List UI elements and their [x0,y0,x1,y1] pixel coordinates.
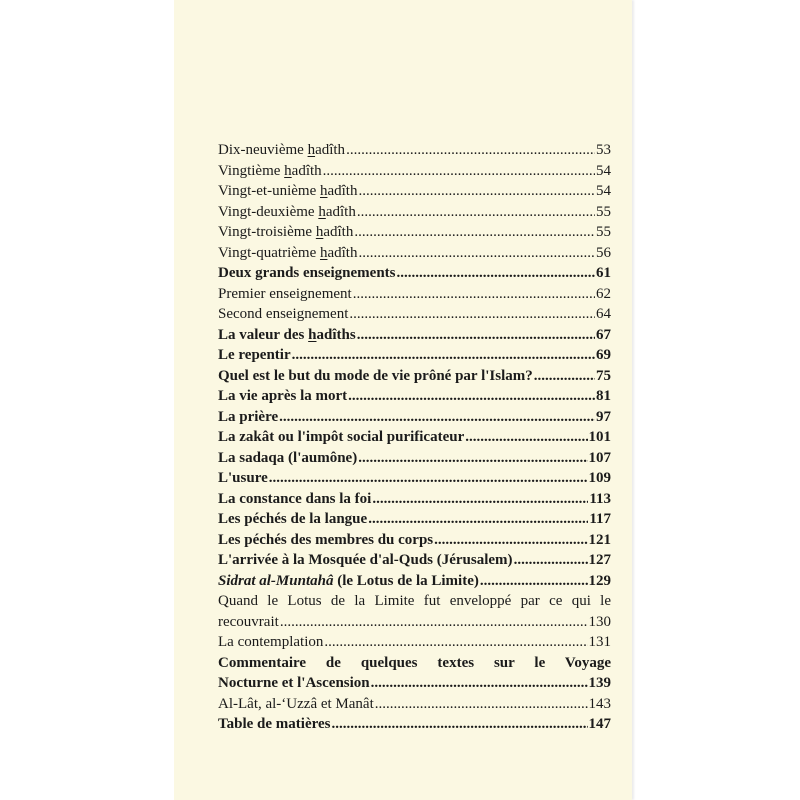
toc-entry-title-text: Dix-neuvième [218,142,308,158]
leader-dots [372,489,588,510]
toc-entry-title: Deux grands enseignements [218,265,396,281]
toc-entry-title-rest: adîth [291,162,322,179]
toc-page-number: 139 [588,675,611,691]
toc-page-number: 113 [589,490,611,507]
book-page [174,0,632,800]
toc-entry [218,509,611,530]
toc-entry-title-text: Vingt-deuxième [218,203,319,220]
leader-dots [348,386,595,407]
toc-entry-title-line2: recouvrait [218,613,279,630]
toc-page-number: 75 [596,367,611,384]
toc-entry [218,386,611,407]
toc-entry-title: La constance dans la foi [218,490,372,507]
toc-entry [218,427,611,448]
toc-page-number: 117 [589,511,611,527]
toc-entry [218,468,611,489]
toc-entry-title-text: Vingt-et-unième [218,183,320,199]
toc-page-number: 131 [588,634,611,650]
toc-entry-title-h: h [307,142,316,158]
toc-entry-title: La sadaqa (l'aumône) [218,449,358,466]
leader-dots [368,509,588,530]
toc-page-number: 61 [596,265,611,281]
toc-page-number: 127 [588,552,611,568]
toc-entry-title: Premier enseignement [218,285,352,302]
toc-page-number: 67 [596,326,611,343]
toc-entry-line2 [218,612,611,633]
toc-entry-title-line2: Nocturne et l'Ascension [218,675,370,691]
toc-page-number: 69 [596,347,611,363]
toc-entry-title-rest: adîth [323,224,354,240]
leader-dots [353,284,595,305]
toc-entry-title-h: h [319,244,328,261]
toc-page-number: 56 [596,244,611,261]
toc-entry-line2 [218,673,611,694]
toc-entry-title: Table de matières [218,716,331,732]
toc-entry [218,571,611,592]
toc-entry [218,181,611,202]
toc-page-number: 109 [588,470,611,486]
toc-entry [218,263,611,284]
leader-dots [279,407,595,428]
toc-entry [218,407,611,428]
leader-dots [280,612,588,633]
toc-entry [218,550,611,571]
toc-entry [218,304,611,325]
toc-entry-title: Le repentir [218,347,291,363]
toc-entry-title-italic: Sidrat al-Muntahâ [218,572,334,589]
toc-entry-title: La zakât ou l'impôt social purificateur [218,429,465,445]
toc-entry [218,694,611,715]
toc-page-number: 130 [588,613,611,630]
toc-entry-title [218,202,356,223]
toc-entry [218,632,611,653]
toc-entry-title [218,140,345,161]
toc-entry-title: La contemplation [218,634,324,650]
leader-dots [480,571,588,592]
toc-page-number: 54 [596,162,611,179]
leader-dots [465,427,587,448]
toc-entry [218,325,611,346]
toc-entry [218,448,611,469]
leader-dots [434,530,587,551]
toc-entry [218,489,611,510]
toc-entry [218,243,611,264]
leader-dots [357,202,595,223]
toc-entry-title-h: h [284,162,292,179]
toc-page-number: 62 [596,285,611,302]
toc-entry [218,284,611,305]
leader-dots [358,181,595,202]
toc-page-number: 55 [596,203,611,220]
toc-entry-title [218,571,479,592]
toc-entry-title-line1: Commentaire de quelques textes sur le Voyage [218,654,611,671]
toc-entry [218,530,611,551]
toc-page-number: 97 [596,408,611,425]
toc-entry-title: L'usure [218,470,268,486]
toc-entry-title-line1: Quand le Lotus de la Limite fut enveloppé par ce qui le [218,593,611,609]
toc-entry-title: L'arrivée à la Mosquée d'al-Quds (Jérusalem) [218,552,513,568]
leader-dots [534,366,595,387]
toc-entry-title-text: La valeur des [218,326,309,343]
leader-dots [514,550,588,571]
toc-entry-title [218,325,356,346]
leader-dots [371,673,588,694]
toc-entry-title: Les péchés des membres du corps [218,531,434,548]
toc-entry-title-rest: adîths [316,326,356,343]
toc-entry-title [218,181,357,202]
toc-entry-title-h: h [315,224,324,240]
toc-entry-title: La vie après la mort [218,388,348,404]
toc-page-number: 54 [596,183,611,199]
toc-entry-title-text: (le Lotus de la Limite) [333,572,479,589]
toc-entry-title-h: h [308,326,317,343]
toc-entry-title-text: Vingt-quatrième [218,244,320,261]
toc-entry-title: La prière [218,408,279,425]
toc-page-number: 64 [596,306,611,322]
toc-entry-title-rest: adîth [327,183,358,199]
toc-page-number: 101 [588,429,611,445]
toc-entry-title-h: h [319,183,328,199]
leader-dots [324,632,587,653]
leader-dots [349,304,595,325]
toc-page-number: 147 [588,716,611,732]
toc-entry-title [218,222,353,243]
leader-dots [323,161,595,182]
leader-dots [397,263,595,284]
toc-page-number: 107 [588,449,611,466]
toc-page-number: 53 [596,142,611,158]
toc-entry-title: Les péchés de la langue [218,511,368,527]
toc-entry-title-rest: adîth [315,142,346,158]
toc-page-number: 129 [588,572,611,589]
toc-entry-title [218,161,322,182]
table-of-contents [218,140,611,735]
toc-page-number: 55 [596,224,611,240]
leader-dots [375,694,588,715]
toc-page-number: 143 [588,695,611,712]
toc-entry [218,714,611,735]
leader-dots [357,325,595,346]
toc-entry-title-text: Vingt-troisième [218,224,316,240]
toc-entry-title [218,243,357,264]
leader-dots [332,714,588,735]
toc-entry-title: Second enseignement [218,306,349,322]
toc-entry [218,222,611,243]
toc-entry-title-rest: adîth [327,244,358,261]
leader-dots [354,222,595,243]
toc-entry-title-text: Vingtième [218,162,285,179]
toc-page-number: 81 [596,388,611,404]
toc-entry-title-h: h [318,203,326,220]
leader-dots [346,140,595,161]
toc-entry [218,140,611,161]
leader-dots [358,243,595,264]
toc-entry-title-rest: adîth [325,203,356,220]
toc-entry-multiline [218,591,611,632]
leader-dots [358,448,587,469]
leader-dots [269,468,588,489]
toc-entry [218,345,611,366]
toc-entry [218,202,611,223]
toc-entry-title: Al-Lât, al-‘Uzzâ et Manât [218,695,374,712]
toc-page-number: 121 [588,531,611,548]
toc-entry-title: Quel est le but du mode de vie prôné par l'Islam? [218,367,533,384]
leader-dots [292,345,595,366]
toc-entry [218,161,611,182]
toc-entry-multiline [218,653,611,694]
toc-entry [218,366,611,387]
